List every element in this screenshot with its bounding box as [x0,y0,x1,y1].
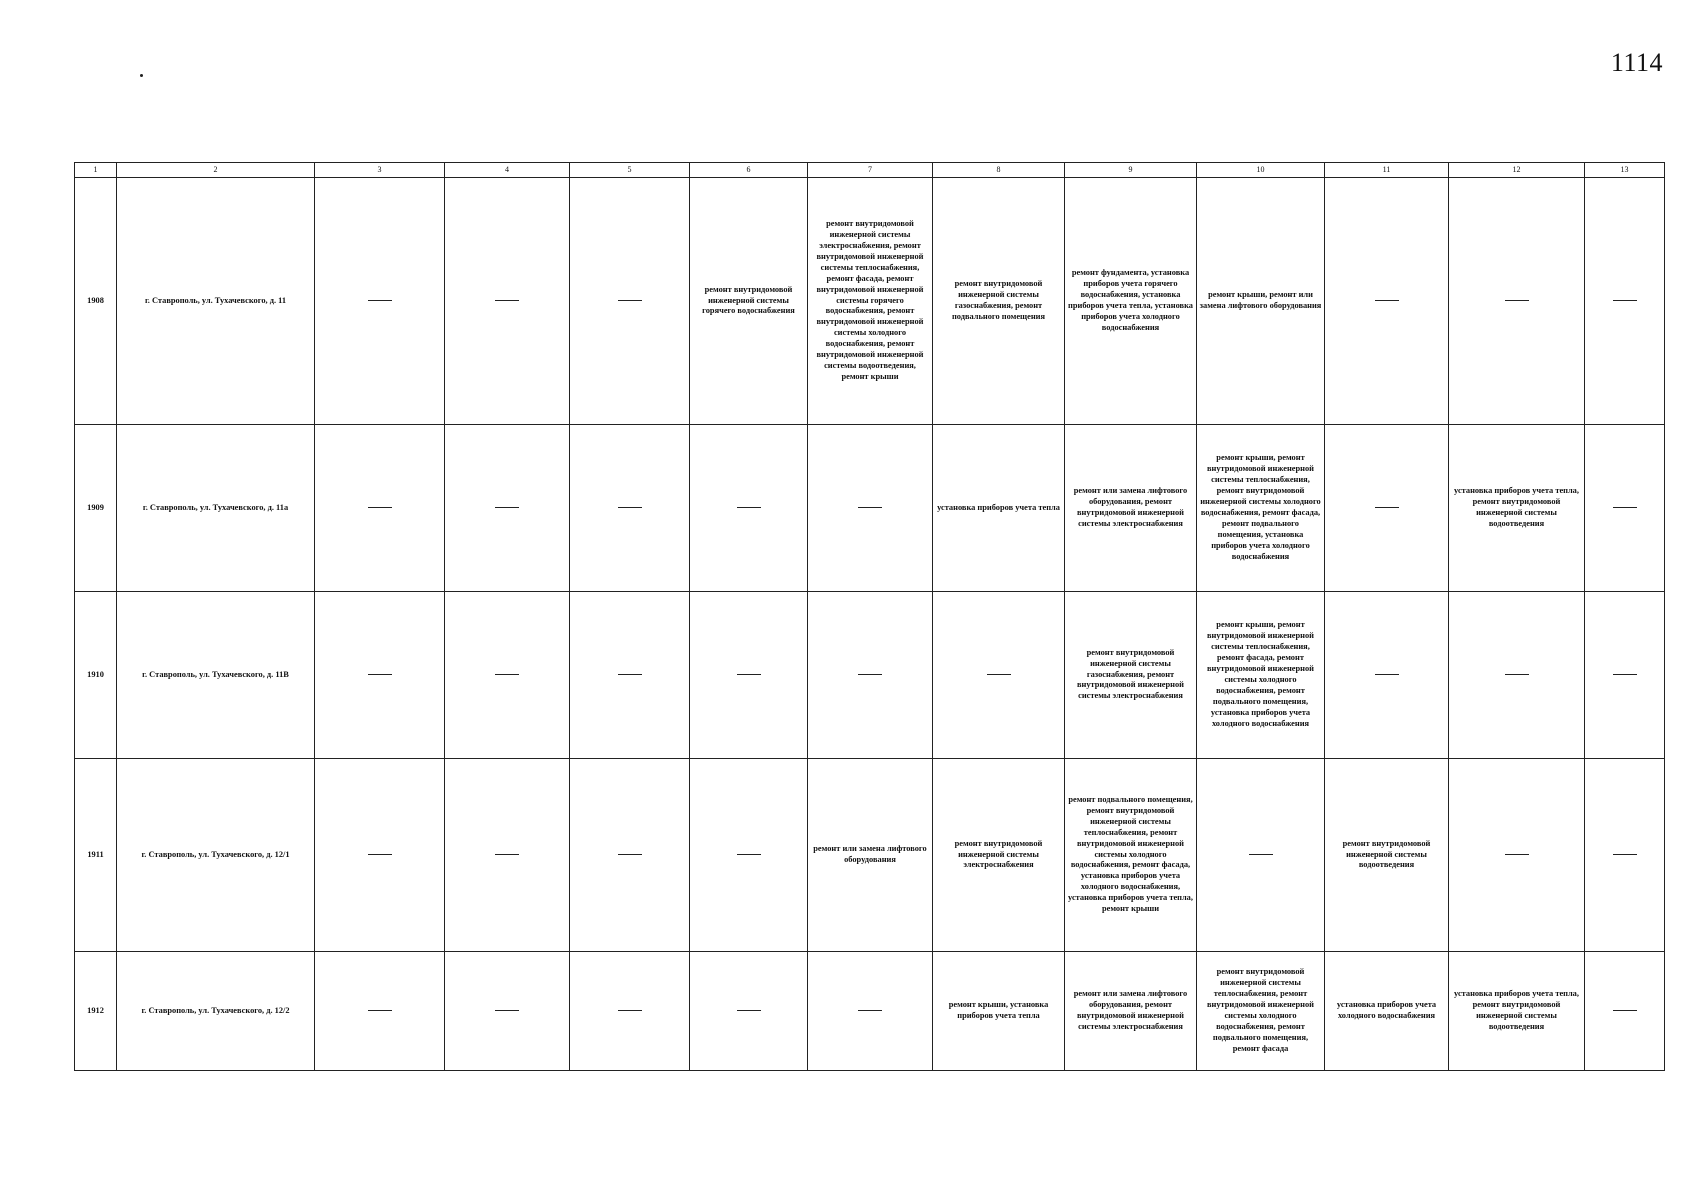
work-cell [445,425,570,592]
work-cell [1585,425,1665,592]
column-header: 9 [1065,163,1197,178]
empty-dash [618,300,642,301]
work-cell [808,178,933,425]
cell-text: г. Ставрополь, ул. Тухачевского, д. 12/2 [141,1005,290,1015]
column-header: 8 [933,163,1065,178]
empty-dash [1613,674,1637,675]
column-header: 5 [570,163,690,178]
row-number-cell [75,425,117,592]
row-number-cell [75,952,117,1071]
column-number-row [75,163,1665,178]
cell-text: ремонт внутридомовой инженерной системы водоотведения [1342,838,1431,870]
work-cell [1449,425,1585,592]
cell-text: ремонт внутридомовой инженерной системы газоснабжения, ремонт подвального помещения [951,279,1046,321]
work-cell [1325,425,1449,592]
work-cell [1449,178,1585,425]
empty-dash [368,854,392,855]
work-cell [1065,178,1197,425]
work-cell [570,592,690,759]
work-cell [808,425,933,592]
cell-text: ремонт крыши, ремонт внутридомовой инженерной системы теплоснабжения, ремонт внутридомовой инженерной системы холодного водоснабжения, ремонт фасада, ремонт подвального помещения, установка приборов учета холодного водоснабжения [1200,453,1321,561]
work-cell [570,425,690,592]
empty-dash [495,854,519,855]
empty-dash [495,1010,519,1011]
work-cell [570,952,690,1071]
work-cell [1197,592,1325,759]
work-cell [1065,759,1197,952]
work-cell [445,178,570,425]
work-cell [315,178,445,425]
work-cell [690,592,808,759]
empty-dash [1505,300,1529,301]
cell-text: г. Ставрополь, ул. Тухачевского, д. 11В [142,669,289,679]
address-cell [117,592,315,759]
cell-text: ремонт крыши, ремонт или замена лифтового оборудования [1199,290,1322,310]
empty-dash [1249,854,1273,855]
page-number: 1114 [1610,48,1663,77]
work-cell [1585,178,1665,425]
empty-dash [737,854,761,855]
work-cell [933,759,1065,952]
cell-text: ремонт внутридомовой инженерной системы электроснабжения [954,838,1043,870]
empty-dash [737,674,761,675]
work-cell [1325,759,1449,952]
work-cell [445,759,570,952]
scan-speck [140,74,143,77]
empty-dash [368,300,392,301]
empty-dash [1613,300,1637,301]
cell-text: ремонт внутридомовой инженерной системы газоснабжения, ремонт внутридомовой инженерной системы электроснабжения [1076,647,1184,701]
empty-dash [1613,854,1637,855]
cell-text: г. Ставрополь, ул. Тухачевского, д. 12/1 [141,849,290,859]
work-cell [1325,592,1449,759]
empty-dash [1613,1010,1637,1011]
column-header: 2 [117,163,315,178]
column-header: 1 [75,163,117,178]
work-cell [570,178,690,425]
cell-text: ремонт внутридомовой инженерной системы электроснабжения, ремонт внутридомовой инженерной системы теплоснабжения, ремонт фасада, ремонт внутридомовой инженерной системы горячего водоснабжения, ремонт внутридомовой инженерной системы холодного водоснабжения, ремонт внутридомовой инженерной системы водоотведения, ремонт крыши [816,219,924,381]
work-cell [315,952,445,1071]
empty-dash [737,507,761,508]
address-cell [117,425,315,592]
work-cell [445,952,570,1071]
work-cell [933,178,1065,425]
table-row [75,592,1665,759]
work-cell [445,592,570,759]
work-cell [1585,592,1665,759]
empty-dash [1613,507,1637,508]
row-number-cell [75,592,117,759]
column-header: 12 [1449,163,1585,178]
column-header: 3 [315,163,445,178]
column-header: 7 [808,163,933,178]
empty-dash [1375,674,1399,675]
cell-text: 1912 [87,1005,104,1015]
row-number-cell [75,759,117,952]
work-cell [933,952,1065,1071]
column-header: 11 [1325,163,1449,178]
work-cell [1585,952,1665,1071]
work-cell [1449,759,1585,952]
column-header: 4 [445,163,570,178]
empty-dash [737,1010,761,1011]
row-number-cell [75,178,117,425]
work-cell [570,759,690,952]
work-cell [1325,178,1449,425]
address-cell [117,178,315,425]
empty-dash [1375,507,1399,508]
empty-dash [495,300,519,301]
work-cell [933,425,1065,592]
cell-text: установка приборов учета тепла [937,502,1060,512]
empty-dash [1375,300,1399,301]
work-cell [315,425,445,592]
work-cell [808,759,933,952]
cell-text: ремонт фундамента, установка приборов учета горячего водоснабжения, установка приборов учета тепла, установка приборов учета холодного водоснабжения [1068,268,1193,332]
column-header: 10 [1197,163,1325,178]
work-cell [1065,425,1197,592]
work-cell [1197,425,1325,592]
empty-dash [858,1010,882,1011]
cell-text: 1908 [87,295,104,305]
work-cell [315,592,445,759]
work-cell [1325,952,1449,1071]
cell-text: ремонт или замена лифтового оборудования [813,844,927,864]
cell-text: ремонт или замена лифтового оборудования, ремонт внутридомовой инженерной системы электроснабжения [1073,989,1188,1031]
empty-dash [495,674,519,675]
repair-schedule-table [74,162,1665,1071]
cell-text: ремонт или замена лифтового оборудования, ремонт внутридомовой инженерной системы электроснабжения [1073,486,1188,528]
table-row [75,178,1665,425]
work-cell [690,178,808,425]
empty-dash [858,507,882,508]
work-cell [1197,178,1325,425]
table-row [75,952,1665,1071]
work-cell [1585,759,1665,952]
cell-text: установка приборов учета холодного водоснабжения [1336,1000,1437,1020]
empty-dash [495,507,519,508]
work-cell [690,952,808,1071]
work-cell [808,592,933,759]
column-header: 13 [1585,163,1665,178]
work-cell [690,425,808,592]
table-row [75,425,1665,592]
work-cell [933,592,1065,759]
empty-dash [368,507,392,508]
cell-text: ремонт внутридомовой инженерной системы теплоснабжения, ремонт внутридомовой инженерной системы холодного водоснабжения, ремонт подвального помещения, ремонт фасада [1206,967,1314,1053]
work-cell [315,759,445,952]
work-cell [1197,952,1325,1071]
cell-text: установка приборов учета тепла, ремонт внутридомовой инженерной системы водоотведения [1454,989,1579,1031]
cell-text: 1910 [87,669,104,679]
table-row [75,759,1665,952]
work-cell [690,759,808,952]
cell-text: ремонт внутридомовой инженерной системы горячего водоснабжения [702,284,795,316]
address-cell [117,952,315,1071]
empty-dash [368,1010,392,1011]
cell-text: ремонт крыши, установка приборов учета тепла [948,1000,1049,1020]
empty-dash [1505,674,1529,675]
cell-text: установка приборов учета тепла, ремонт внутридомовой инженерной системы водоотведения [1454,486,1579,528]
cell-text: 1911 [87,849,104,859]
empty-dash [618,507,642,508]
empty-dash [618,1010,642,1011]
address-cell [117,759,315,952]
empty-dash [1505,854,1529,855]
cell-text: г. Ставрополь, ул. Тухачевского, д. 11 [144,295,287,305]
cell-text: г. Ставрополь, ул. Тухачевского, д. 11а [142,502,289,512]
work-cell [1449,592,1585,759]
work-cell [1065,592,1197,759]
cell-text: ремонт крыши, ремонт внутридомовой инженерной системы теплоснабжения, ремонт фасада, ремонт внутридомовой инженерной системы холодного водоснабжения, ремонт подвального помещения, установка приборов учета холодного водоснабжения [1206,620,1314,728]
work-cell [1449,952,1585,1071]
work-cell [1197,759,1325,952]
empty-dash [987,674,1011,675]
empty-dash [858,674,882,675]
empty-dash [618,674,642,675]
cell-text: ремонт подвального помещения, ремонт внутридомовой инженерной системы теплоснабжения, ремонт внутридомовой инженерной системы холодного водоснабжения, ремонт фасада, установка приборов учета холодного водоснабжения, установка приборов учета тепла, ремонт крыши [1068,794,1193,914]
empty-dash [618,854,642,855]
column-header: 6 [690,163,808,178]
work-cell [1065,952,1197,1071]
empty-dash [368,674,392,675]
work-cell [808,952,933,1071]
cell-text: 1909 [87,502,104,512]
